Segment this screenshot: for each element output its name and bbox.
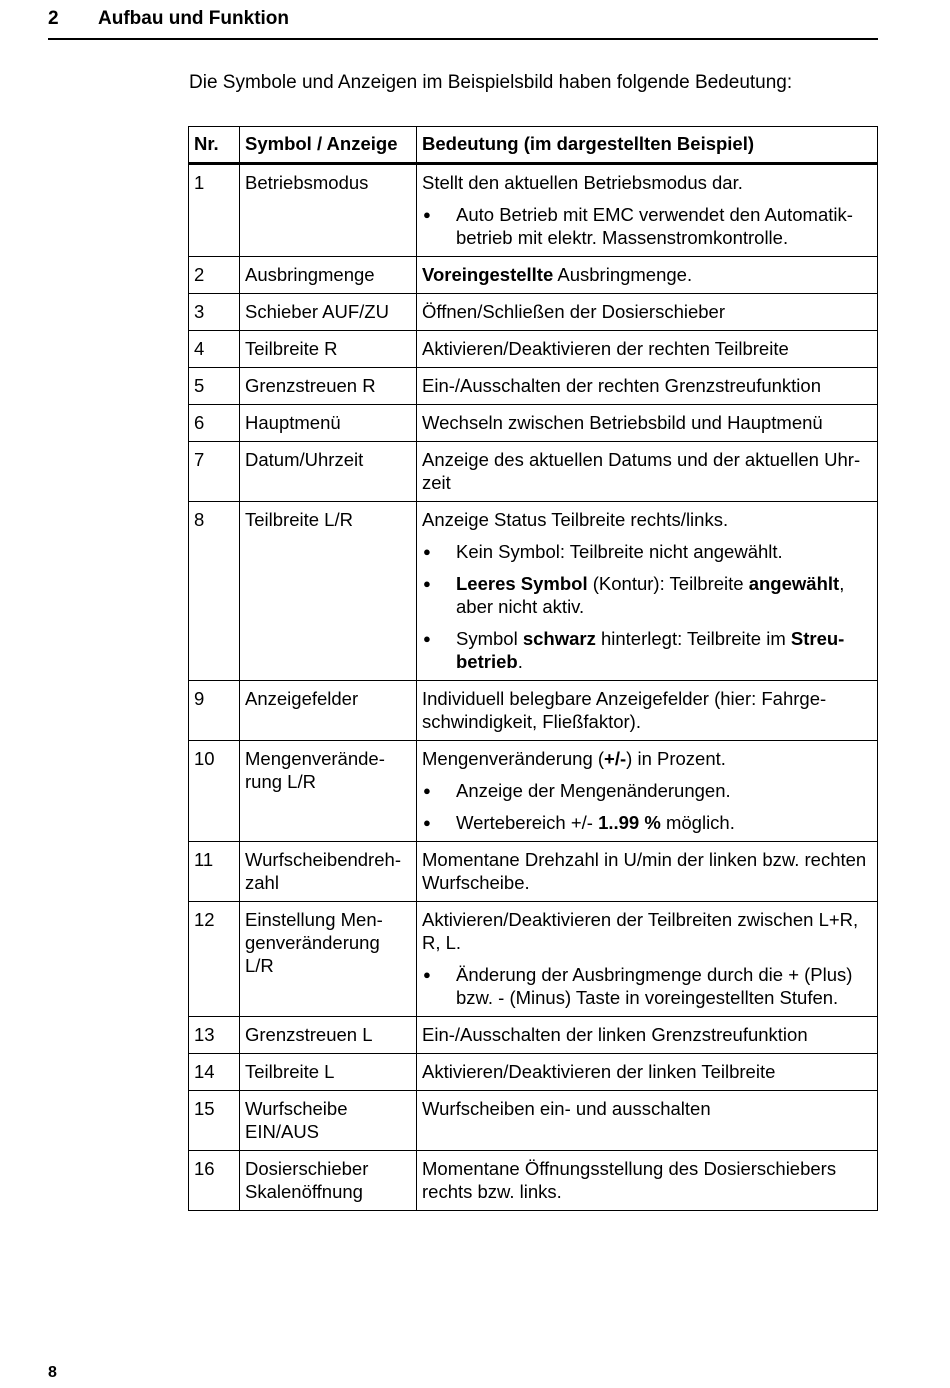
text-segment: ) in Prozent. [626, 748, 726, 769]
text-segment: Aktivieren/Deaktivieren der Teilbreiten zwischen L+R, R, L. [422, 909, 859, 953]
bullet-item [422, 963, 872, 1009]
row-symbol: Datum/Uhrzeit [240, 442, 417, 502]
row-number: 7 [189, 442, 240, 502]
row-meaning [417, 257, 878, 294]
chapter-title: Aufbau und Funktion [98, 8, 290, 29]
row-number: 8 [189, 502, 240, 681]
meaning-text [422, 1157, 872, 1203]
row-symbol: Grenzstreuen R [240, 368, 417, 405]
row-meaning [417, 442, 878, 502]
text-segment: Individuell belegbare Anzeigefelder (hier: Fahrgeschwindigkeit, Fließfaktor). [422, 688, 827, 732]
intro-text: Die Symbole und Anzeigen im Beispielsbild haben folgende Bedeutung: [189, 72, 793, 93]
page-header [48, 8, 878, 40]
meaning-text [422, 300, 872, 323]
bullet-item [422, 203, 872, 249]
text-segment: Anzeige der Mengenänderungen. [456, 780, 731, 801]
text-segment: angewählt [748, 573, 840, 594]
text-segment: Momentane Öffnungsstellung des Dosierschiebers rechts bzw. links. [422, 1158, 837, 1202]
table-row [189, 1054, 878, 1091]
row-meaning [417, 681, 878, 741]
row-number: 15 [189, 1091, 240, 1151]
row-number: 5 [189, 368, 240, 405]
meaning-text [422, 1097, 872, 1120]
row-number: 4 [189, 331, 240, 368]
text-segment: Streubetrieb [456, 628, 845, 672]
row-symbol: Anzeigefelder [240, 681, 417, 741]
bullet-text [456, 811, 735, 834]
text-segment: Mengenveränderung ( [422, 748, 605, 769]
row-meaning [417, 294, 878, 331]
meaning-text [422, 848, 872, 894]
meaning-text [422, 263, 872, 286]
meaning-text [422, 908, 872, 954]
text-segment: Anzeige des aktuellen Datums und der aktuellen Uhrzeit [422, 449, 861, 493]
text-segment: Wertebereich +/- [456, 812, 599, 833]
bullet-item [422, 572, 872, 618]
row-number: 2 [189, 257, 240, 294]
meaning-text [422, 508, 872, 531]
meaning-text [422, 448, 872, 494]
text-segment: +/- [604, 748, 627, 769]
table-row [189, 294, 878, 331]
table-row [189, 442, 878, 502]
bullet-text [456, 203, 872, 249]
bullet-dot-icon: ● [423, 967, 431, 982]
text-segment: Stellt den aktuellen Betriebsmodus dar. [422, 172, 743, 193]
row-number: 11 [189, 842, 240, 902]
bullet-text [456, 779, 731, 802]
table-row [189, 1091, 878, 1151]
text-segment: Ausbringmenge. [553, 264, 693, 285]
row-meaning [417, 368, 878, 405]
row-symbol: Teilbreite R [240, 331, 417, 368]
row-symbol: Wurfscheibendrehzahl [240, 842, 417, 902]
bullet-text [456, 572, 872, 618]
table-header-row [189, 127, 878, 164]
text-segment: Ein-/Ausschalten der linken Grenzstreufunktion [422, 1024, 808, 1045]
bullet-item [422, 811, 872, 834]
text-segment: Wechseln zwischen Betriebsbild und Hauptmenü [422, 412, 823, 433]
row-meaning [417, 502, 878, 681]
table-row [189, 257, 878, 294]
bullet-text [456, 963, 872, 1009]
row-meaning [417, 741, 878, 842]
table-row [189, 902, 878, 1017]
legend-table [188, 126, 878, 1211]
text-segment: Wurfscheiben ein- und ausschalten [422, 1098, 711, 1119]
row-meaning [417, 842, 878, 902]
table-row [189, 331, 878, 368]
row-meaning [417, 1151, 878, 1211]
row-meaning [417, 164, 878, 257]
row-number: 12 [189, 902, 240, 1017]
row-symbol: Wurfscheibe EIN/AUS [240, 1091, 417, 1151]
row-symbol: Mengenveränderung L/R [240, 741, 417, 842]
text-segment: Änderung der Ausbringmenge durch die + (Plus) bzw. - (Minus) Taste in voreingestellten Stufen. [456, 964, 853, 1008]
text-segment: Öffnen/Schließen der Dosierschieber [422, 301, 726, 322]
row-symbol: Hauptmenü [240, 405, 417, 442]
row-number: 16 [189, 1151, 240, 1211]
header-meaning: Bedeutung (im dargestellten Beispiel) [417, 127, 878, 164]
row-number: 6 [189, 405, 240, 442]
row-number: 3 [189, 294, 240, 331]
table-body [189, 164, 878, 1211]
row-number: 9 [189, 681, 240, 741]
table-row [189, 164, 878, 257]
text-segment: möglich. [660, 812, 735, 833]
table-row [189, 368, 878, 405]
row-number: 13 [189, 1017, 240, 1054]
bullet-dot-icon: ● [423, 544, 431, 559]
text-segment: Kein Symbol: Teilbreite nicht angewählt. [456, 541, 783, 562]
table-row [189, 842, 878, 902]
row-symbol: Betriebsmodus [240, 164, 417, 257]
bullet-text [456, 627, 872, 673]
row-symbol: Grenzstreuen L [240, 1017, 417, 1054]
text-segment: 1..99 % [598, 812, 661, 833]
bullet-dot-icon: ● [423, 783, 431, 798]
text-segment: hinterlegt: Teilbreite im [595, 628, 791, 649]
meaning-text [422, 1060, 872, 1083]
text-segment: Auto Betrieb mit EMC verwendet den Automatikbetrieb mit elektr. Massenstromkontrolle. [456, 204, 853, 248]
row-number: 10 [189, 741, 240, 842]
text-segment: Momentane Drehzahl in U/min der linken bzw. rechten Wurfscheibe. [422, 849, 867, 893]
chapter-number: 2 [48, 8, 59, 29]
text-segment: Symbol [456, 628, 523, 649]
row-meaning [417, 1091, 878, 1151]
row-meaning [417, 902, 878, 1017]
bullet-text [456, 540, 783, 563]
meaning-text [422, 747, 872, 770]
row-meaning [417, 331, 878, 368]
page-number: 8 [48, 1364, 57, 1381]
meaning-text [422, 1023, 872, 1046]
bullet-item [422, 627, 872, 673]
row-symbol: Teilbreite L [240, 1054, 417, 1091]
row-meaning [417, 1017, 878, 1054]
meaning-text [422, 411, 872, 434]
text-segment: Aktivieren/Deaktivieren der linken Teilbreite [422, 1061, 776, 1082]
row-symbol: Teilbreite L/R [240, 502, 417, 681]
row-symbol: Schieber AUF/ZU [240, 294, 417, 331]
text-segment: schwarz [522, 628, 596, 649]
bullet-dot-icon: ● [423, 631, 431, 646]
text-segment: Ein-/Ausschalten der rechten Grenzstreufunktion [422, 375, 821, 396]
row-symbol: Einstellung Mengenveränderung L/R [240, 902, 417, 1017]
table-row [189, 1151, 878, 1211]
row-symbol: Ausbringmenge [240, 257, 417, 294]
bullet-dot-icon: ● [423, 576, 431, 591]
meaning-text [422, 337, 872, 360]
meaning-text [422, 374, 872, 397]
row-meaning [417, 405, 878, 442]
text-segment: (Kontur): Teilbreite [587, 573, 749, 594]
text-segment: , aber nicht aktiv. [456, 573, 845, 617]
row-meaning [417, 1054, 878, 1091]
bullet-dot-icon: ● [423, 815, 431, 830]
bullet-item [422, 540, 872, 563]
row-number: 1 [189, 164, 240, 257]
text-segment: Aktivieren/Deaktivieren der rechten Teilbreite [422, 338, 789, 359]
text-segment: Leeres Symbol [456, 573, 588, 594]
text-segment: . [517, 651, 523, 672]
meaning-text [422, 171, 872, 194]
table-row [189, 405, 878, 442]
table-row [189, 741, 878, 842]
table-row [189, 502, 878, 681]
text-segment: Voreingestellte [422, 264, 554, 285]
row-number: 14 [189, 1054, 240, 1091]
bullet-item [422, 779, 872, 802]
header-nr: Nr. [189, 127, 240, 164]
text-segment: Anzeige Status Teilbreite rechts/links. [422, 509, 729, 530]
table-row [189, 681, 878, 741]
header-symbol: Symbol / Anzeige [240, 127, 417, 164]
bullet-dot-icon: ● [423, 207, 431, 222]
row-symbol: Dosierschieber Skalenöffnung [240, 1151, 417, 1211]
table-row [189, 1017, 878, 1054]
meaning-text [422, 687, 872, 733]
